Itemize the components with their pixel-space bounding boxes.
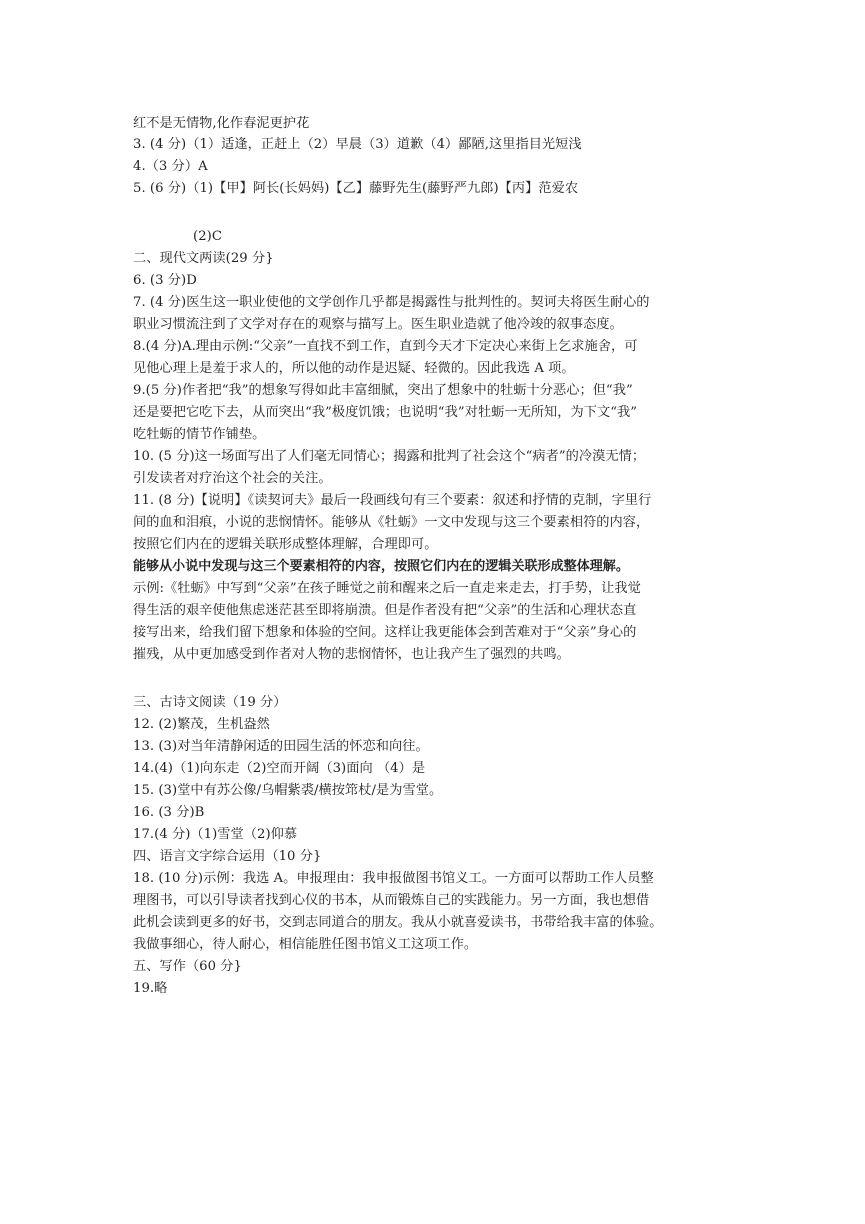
text-line: 引发读者对疗治这个社会的关注。 — [133, 471, 332, 486]
section-heading-4: 四、语言文字综合运用（10 分} — [133, 849, 322, 864]
answer-9: 9.(5 分)作者把“我”的想象写得如此丰富细腻，突出了想象中的牡蛎十分恶心；但“我” — [133, 383, 633, 398]
answer-12: 12. (2)繁茂，生机盎然 — [133, 717, 270, 732]
text-line: 间的血和泪痕，小说的悲悯情怀。能够从《牡蛎》一文中发现与这三个要素相符的内容， — [133, 515, 650, 530]
text-line: 按照它们内在的逻辑关联形成整体理解，合理即可。 — [133, 537, 438, 552]
answer-7: 7. (4 分)医生这一职业使他的文学创作几乎都是揭露性与批判性的。契诃夫将医生耐心的 — [133, 295, 650, 310]
text-line: 职业习惯流注到了文学对存在的观察与描写上。医生职业造就了他冷竣的叙事态度。 — [133, 317, 623, 332]
text-line: 吃牡蛎的情节作铺垫。 — [133, 427, 266, 442]
text-line: 此机会读到更多的好书，交到志同道合的朋友。我从小就喜爱读书，书带给我丰富的体验。 — [133, 915, 663, 930]
text-line: 红不是无情物,化作春泥更护花 — [133, 116, 310, 131]
example-line: 示例:《牡蛎》中写到“父亲”在孩子睡觉之前和醒来之后一直走来走去，打手势，让我觉 — [133, 581, 641, 596]
text-line: 得生活的艰辛使他焦虑迷茫甚至即将崩溃。但是作者没有把“父亲”的生活和心理状态直 — [133, 603, 637, 618]
section-heading-5: 五、写作（60 分} — [133, 959, 242, 974]
answer-8: 8.(4 分)A.理由示例:“父亲”一直找不到工作，直到今天才下定决心来街上乞求施舍，可 — [133, 339, 638, 354]
answer-6: 6. (3 分)D — [133, 273, 197, 288]
answer-18: 18. (10 分)示例：我选 A。申报理由：我申报做图书馆义工。一方面可以帮助工作人员整 — [133, 871, 654, 886]
answer-13: 13. (3)对当年清静闲适的田园生活的怀恋和向往。 — [133, 739, 429, 754]
section-heading-3: 三、古诗文阅读（19 分） — [133, 695, 287, 710]
text-line: 我做事细心，待人耐心，相信能胜任图书馆义工这项工作。 — [133, 937, 478, 952]
answer-10: 10. (5 分)这一场面写出了人们毫无同情心；揭露和批判了社会这个“病者”的冷漠无情； — [133, 449, 646, 464]
answer-11: 11. (8 分)【说明】《读契诃夫》最后一段画线句有三个要素：叙述和抒情的克制，字里行 — [133, 493, 652, 508]
answer-19: 19.略 — [133, 981, 168, 996]
answer-14: 14.(4)（1)向东走（2)空而开阔（3)面向 （4）是 — [133, 761, 426, 776]
text-line: 接写出来，给我们留下想象和体验的空间。这样让我更能体会到苦难对于“父亲”身心的 — [133, 625, 637, 640]
text-line: 还是要把它吃下去，从而突出“我”极度饥饿；也说明“我”对牡蛎一无所知，为下文“我” — [133, 405, 638, 420]
answer-17: 17.(4 分)（1)雪堂（2)仰慕 — [133, 827, 298, 842]
text-line: 摧残，从中更加感受到作者对人物的悲悯情怀，也让我产生了强烈的共鸣。 — [133, 647, 570, 662]
text-line: 理图书，可以引导读者找到心仪的书本，从而锻炼自己的实践能力。另一方面，我也想借 — [133, 893, 650, 908]
answer-4: 4.（3 分）A — [133, 159, 208, 174]
bold-emphasis-line: 能够从小说中发现与这三个要素相符的内容，按照它们内在的逻辑关联形成整体理解。 — [133, 559, 629, 574]
section-heading-2: 二、现代文两读(29 分} — [133, 251, 274, 266]
answer-15: 15. (3)堂中有苏公像/乌帽紫裘/横按筇杖/是为雪堂。 — [133, 783, 443, 798]
answer-5-part-2: (2)C — [193, 229, 222, 244]
answer-3: 3. (4 分)（1）适逢，正赶上（2）早晨（3）道歉（4）鄙陋,这里指目光短浅 — [133, 137, 582, 152]
answer-5: 5. (6 分)（1)【甲】阿长(长妈妈)【乙】藤野先生(藤野严九郎)【丙】范爱农 — [133, 181, 579, 196]
answer-16: 16. (3 分)B — [133, 805, 205, 820]
text-line: 见他心理上是羞于求人的，所以他的动作是迟疑、轻微的。因此我选 A 项。 — [133, 361, 575, 376]
